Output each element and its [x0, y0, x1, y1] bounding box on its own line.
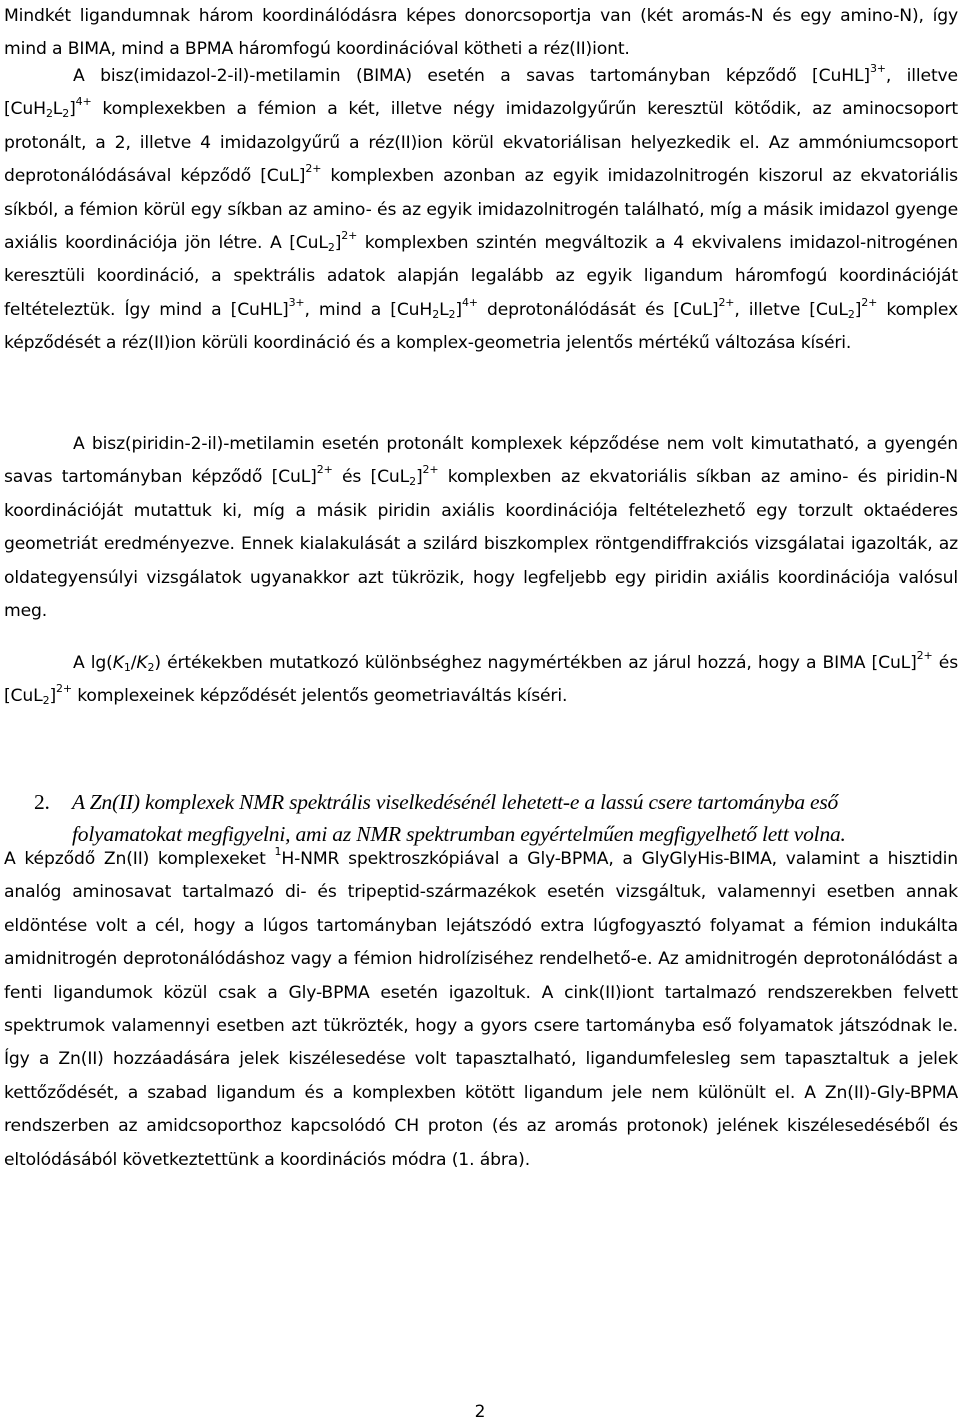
- subscript: 2: [147, 660, 155, 674]
- subscript: 2: [62, 107, 70, 121]
- text-run: , illetve [CuH: [4, 66, 958, 120]
- text-run: és [CuL: [4, 653, 958, 707]
- text-run: komplex képződését a réz(II)ion körüli koordináció és a komplex-geometria jelentős mértékű változása kíséri.: [4, 299, 958, 354]
- text-run: ]: [455, 299, 462, 320]
- subscript: 2: [847, 307, 855, 321]
- superscript: 2+: [56, 682, 72, 696]
- subscript: 2: [327, 240, 335, 254]
- text-run: komplexben azonban az egyik imidazolnitrogén kiszorul az ekvatoriális síkból, a fémion körül egy síkban az amino- és az egyik imidazolnitrogén található, míg a másik imidazol gyenge axiális koordinációja jön létre. A [CuL: [4, 166, 958, 254]
- text-run: H-NMR spektroszkópiával a Gly-BPMA, a GlyGlyHis-BIMA, valamint a hisztidin analóg aminosavat tartalmazó di- és tripeptid-származékok esetén vizsgáltuk, valamennyi esetben annak eldöntése volt a cél, hogy a lúgos tartományban lejátszódó extra lúgfogyasztó folyamat a fémion indukálta amidnitrogén deprotonálódáshoz vagy a fémion hidrolíziséhez rendelhető-e. Az amidnitrogén deprotonálódást a fenti ligandumok közül csak a Gly-BPMA esetén igazoltuk. A cink(II)iont tartalmazó rendszerekben felvett spektrumok valamennyi esetben azt tükrözték, hogy a gyors csere tartományba eső folyamatok játszódnak le. Így a Zn(II) hozzáadására jelek kiszélesedése volt tapasztalható, ligandumfelesleg sem tapasztaltuk a jelek kettőződését, a szabad ligandum és a komplexben kötött ligandum jele nem különült el. A Zn(II)-Gly-BPMA rendszerben az amidcsoporthoz kapcsolódó CH proton (és az aromás protonok) jelének kiszélesedéséből és eltolódásából következtettünk a koordinációs módra (1. ábra).: [4, 849, 958, 1170]
- text-run: komplexeinek képződését jelentős geometriaváltás kíséri.: [71, 686, 568, 707]
- text-run: A bisz(imidazol-2-il)-metilamin (BIMA) esetén a savas tartományban képződő [CuHL]: [73, 66, 870, 86]
- subscript: 2: [42, 694, 50, 708]
- superscript: 2+: [422, 463, 439, 477]
- subscript: 2: [448, 307, 456, 321]
- text-run: ) értékekben mutatkozó különbséghez nagymértékben az járul hozzá, hogy a BIMA [CuL]: [154, 653, 917, 673]
- superscript: 2+: [341, 229, 358, 243]
- text-run: ]: [49, 686, 56, 707]
- superscript: 2+: [718, 296, 735, 310]
- superscript: 2+: [861, 296, 878, 310]
- text-run: /: [130, 653, 137, 673]
- section-heading-line2: folyamatokat megfigyelni, ami az NMR spektrumban egyértelműen megfigyelhető lett volna.: [72, 822, 846, 846]
- superscript: 2+: [916, 649, 933, 663]
- paragraph-stability-constants: [4, 647, 958, 714]
- italic-symbol: K: [136, 653, 148, 673]
- paragraph-zn-nmr: [4, 843, 958, 1177]
- superscript: 2+: [305, 162, 322, 176]
- text-run: L: [52, 99, 63, 120]
- text-run: ]: [334, 233, 342, 254]
- paragraph-bpma-complexes: [4, 428, 958, 628]
- superscript: 3+: [288, 296, 305, 310]
- subscript: 1: [123, 660, 131, 674]
- italic-symbol: K: [112, 653, 124, 673]
- subscript: 2: [45, 107, 53, 121]
- section-number: 2.: [34, 790, 50, 814]
- text-run: komplexekben a fémion a két, illetve négy imidazolgyűrűn keresztül kötődik, az aminocsoport protonált, a 2, illetve 4 imidazolgyűrű a réz(II)ion körül ekvatoriálisan helyezkedik el. Az ammóniumcsoport deprotonálódásával képződő [CuL]: [4, 99, 958, 187]
- page-number: 2: [474, 1402, 486, 1422]
- superscript: 2+: [316, 463, 333, 477]
- superscript: 4+: [461, 296, 478, 310]
- text-run: L: [439, 299, 449, 320]
- text-run: Mindkét ligandumnak három koordinálódásra képes donorcsoportja van (két aromás-N és egy amino-N), így mind a BIMA, mind a BPMA háromfogú koordinációval kötheti a réz(II)iont.: [4, 6, 958, 60]
- text-run: és [CuL: [332, 467, 410, 488]
- text-run: , illetve [CuL: [734, 299, 848, 320]
- text-run: ]: [69, 99, 76, 120]
- superscript: 1: [274, 845, 282, 859]
- subscript: 2: [432, 307, 440, 321]
- section-heading-line1: A Zn(II) komplexek NMR spektrális viselkedésénél lehetett-e a lassú csere tartományba eső: [72, 790, 839, 814]
- text-run: komplexben szintén megváltozik a 4 ekvivalens imidazol-nitrogénen keresztüli koordináció, a spektrális adatok alapján legalább az egyik ligandum háromfogú koordinációját feltételeztük. Így mind a [CuHL]: [4, 233, 958, 320]
- paragraph-bima-complexes: [4, 60, 958, 361]
- text-run: A képződő Zn(II) komplexeket: [4, 849, 275, 869]
- paragraph-ligand-donors: [4, 0, 958, 67]
- subscript: 2: [409, 475, 416, 489]
- text-run: ]: [854, 299, 862, 320]
- superscript: 3+: [869, 62, 886, 76]
- section-heading: [34, 786, 954, 850]
- text-run: A bisz(piridin-2-il)-metilamin esetén protonált komplexek képződése nem volt kimutatható, a gyengén savas tartományban képződő [CuL]: [4, 434, 958, 488]
- text-run: komplexben az ekvatoriális síkban az amino- és piridin-N koordinációját mutattuk ki, míg a másik piridin axiális koordinációja feltételezhető egy torzult oktaéderes geometriát eredményezve. Ennek kialakulását a szilárd biszkomplex röntgendiffrakciós vizsgálatai igazolták, az oldategyensúlyi vizsgálatok ugyanakkor azt tükrözik, hogy legfeljebb egy piridin axiális koordinációja valósul meg.: [4, 467, 958, 622]
- text-run: , mind a [CuH: [304, 299, 433, 320]
- text-run: deprotonálódását és [CuL]: [477, 299, 719, 320]
- superscript: 4+: [75, 95, 92, 109]
- text-run: ]: [415, 467, 423, 488]
- text-run: A lg(: [73, 653, 113, 673]
